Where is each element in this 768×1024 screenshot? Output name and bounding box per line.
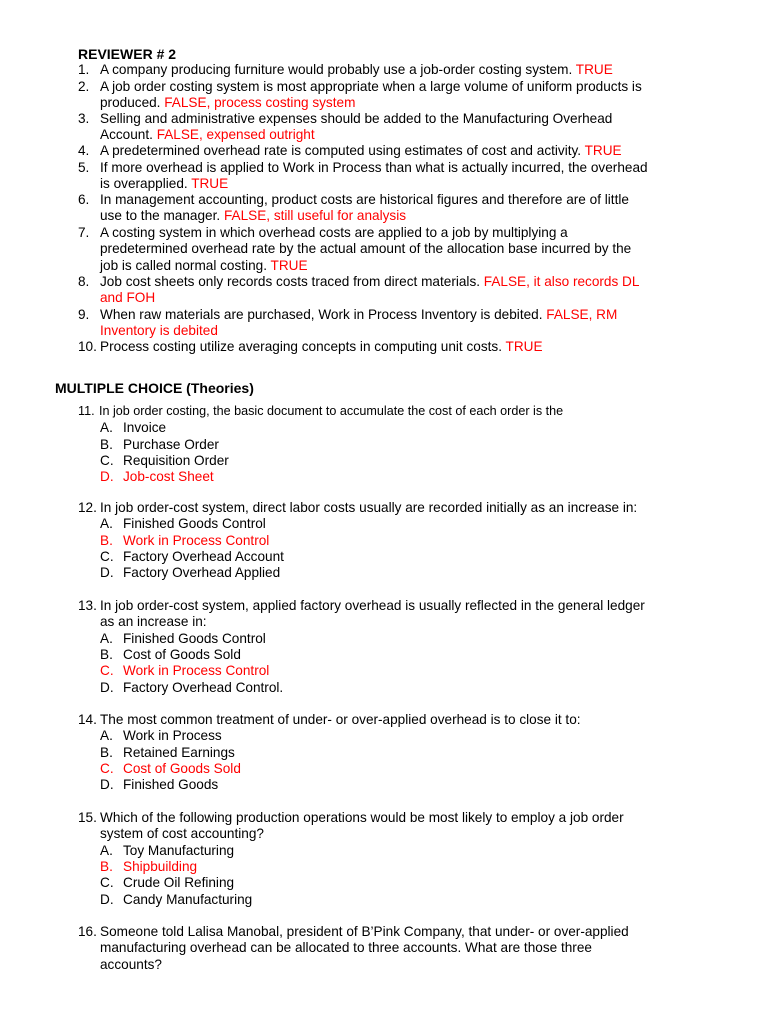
option-letter: A.	[100, 516, 113, 532]
option-letter: C.	[100, 875, 114, 891]
tf-answer: TRUE	[505, 339, 543, 354]
mc-option	[100, 728, 222, 744]
mc-question-line: In job order-cost system, direct labor costs usually are recorded initially as an increase in:	[100, 500, 638, 515]
option-text: Finished Goods	[123, 777, 219, 793]
mc-question-line: In job order costing, the basic document to accumulate the cost of each order is the	[99, 404, 564, 418]
tf-question-line: If more overhead is applied to Work in Process than what is actually incurred, the overhead	[100, 160, 648, 175]
reviewer-title: REVIEWER # 2	[78, 46, 177, 62]
option-text: Shipbuilding	[123, 858, 198, 874]
tf-answer: FALSE, RM	[546, 307, 618, 322]
option-text: Requisition Order	[123, 452, 229, 468]
mc-option	[100, 892, 252, 908]
tf-answer: TRUE	[191, 176, 229, 192]
mc-option	[100, 420, 166, 436]
tf-answer-continued: and FOH	[100, 290, 156, 306]
tf-answer: TRUE	[270, 257, 308, 273]
option-letter: C.	[100, 452, 114, 468]
tf-question-line: predetermined overhead rate by the actual amount of the allocation base incurred by the	[100, 241, 632, 257]
tf-answer: FALSE, process costing system	[164, 95, 356, 111]
tf-question-line: Selling and administrative expenses should be added to the Manufacturing Overhead	[100, 111, 613, 126]
option-text: Finished Goods Control	[123, 516, 266, 532]
mc-option-correct	[100, 761, 241, 777]
mc-question-line: Which of the following production operations would be most likely to employ a job order	[100, 810, 624, 825]
tf-item-text	[100, 274, 639, 290]
mc-option-correct	[100, 663, 269, 679]
mc-question-line: In job order-cost system, applied factory overhead is usually reflected in the general ledger	[100, 598, 645, 613]
tf-question-line: A predetermined overhead rate is computed using estimates of cost and activity.	[100, 143, 582, 158]
option-text: Cost of Goods Sold	[123, 760, 241, 776]
mc-option-correct	[100, 533, 269, 549]
option-text: Toy Manufacturing	[123, 842, 235, 858]
option-letter: D.	[100, 891, 114, 907]
option-text: Candy Manufacturing	[123, 891, 253, 907]
option-letter: D.	[100, 469, 114, 485]
option-text: Purchase Order	[123, 436, 219, 452]
mc-item-number: 16.	[78, 924, 97, 939]
mc-item-number: 15.	[78, 810, 97, 825]
mc-question-line: manufacturing overhead can be allocated to three accounts. What are those three	[100, 940, 592, 956]
tf-answer: TRUE	[584, 143, 622, 158]
tf-question-line: Process costing utilize averaging concepts in computing unit costs.	[100, 339, 502, 354]
tf-question-line: use to the manager.	[100, 208, 221, 224]
option-text: Finished Goods Control	[123, 630, 266, 646]
mc-option	[100, 680, 283, 696]
mc-item-number: 12.	[78, 500, 97, 515]
option-text: Job-cost Sheet	[123, 469, 214, 485]
tf-item-text	[100, 111, 612, 127]
mc-question-line: Someone told Lalisa Manobal, president of B’Pink Company, that under- or over-applied	[100, 924, 629, 939]
tf-item-text	[100, 62, 613, 78]
mc-option	[100, 875, 234, 891]
option-letter: B.	[100, 646, 113, 662]
tf-question-line: When raw materials are purchased, Work in Process Inventory is debited.	[100, 307, 543, 322]
mc-option	[100, 631, 266, 647]
tf-item-text	[100, 143, 622, 159]
option-letter: C.	[100, 663, 114, 679]
multiple-choice-title: MULTIPLE CHOICE (Theories)	[55, 380, 254, 396]
tf-question-line: A job order costing system is most appropriate when a large volume of uniform products is	[100, 79, 642, 94]
mc-option	[100, 516, 266, 532]
tf-item-text	[100, 258, 308, 274]
option-text: Invoice	[123, 420, 167, 436]
mc-option	[100, 745, 235, 761]
tf-item-text	[100, 160, 648, 176]
tf-item-text	[100, 176, 228, 192]
option-text: Cost of Goods Sold	[123, 646, 241, 662]
mc-option	[100, 453, 229, 469]
option-letter: B.	[100, 744, 113, 760]
tf-answer: FALSE, it also records DL	[483, 274, 640, 289]
option-letter: B.	[100, 858, 113, 874]
tf-question-line: A costing system in which overhead costs are applied to a job by multiplying a	[100, 225, 568, 240]
option-letter: C.	[100, 760, 114, 776]
option-letter: A.	[100, 842, 113, 858]
tf-question-line: is overapplied.	[100, 176, 188, 192]
tf-item-number: 5.	[78, 160, 90, 175]
tf-question-line: In management accounting, product costs are historical figures and therefore are of little	[100, 192, 629, 207]
option-text: Work in Process	[123, 728, 222, 744]
tf-question-line: Job cost sheets only records costs traced from direct materials.	[100, 274, 481, 289]
option-text: Work in Process Control	[123, 532, 270, 548]
tf-item-text	[100, 241, 631, 257]
option-text: Crude Oil Refining	[123, 875, 235, 891]
mc-question-line: accounts?	[100, 956, 162, 972]
option-text: Retained Earnings	[123, 744, 235, 760]
mc-option	[100, 777, 218, 793]
tf-item-number: 1.	[78, 62, 90, 77]
option-letter: B.	[100, 436, 113, 452]
tf-answer: FALSE, still useful for analysis	[223, 208, 407, 224]
tf-item-text	[100, 339, 543, 355]
option-letter: A.	[100, 728, 113, 744]
option-letter: D.	[100, 777, 114, 793]
tf-item-text	[100, 192, 629, 208]
option-letter: A.	[100, 420, 113, 436]
tf-item-number: 10.	[78, 339, 97, 354]
mc-item-number: 11.	[78, 404, 95, 418]
tf-item-text	[100, 307, 617, 323]
tf-item-text	[100, 95, 355, 111]
tf-question-line: produced.	[100, 95, 161, 111]
mc-question-line: as an increase in:	[100, 614, 207, 630]
tf-item-text	[100, 127, 315, 143]
option-letter: B.	[100, 532, 113, 548]
option-text: Work in Process Control	[123, 663, 270, 679]
tf-question-line: job is called normal costing.	[100, 257, 267, 273]
tf-item-text	[100, 79, 642, 95]
tf-item-text	[100, 208, 406, 224]
mc-option	[100, 843, 234, 859]
tf-answer-continued: Inventory is debited	[100, 323, 218, 339]
mc-option	[100, 437, 219, 453]
mc-question-line: The most common treatment of under- or over-applied overhead is to close it to:	[100, 712, 581, 727]
mc-item-number: 14.	[78, 712, 97, 727]
option-letter: C.	[100, 548, 114, 564]
tf-item-number: 4.	[78, 143, 90, 158]
mc-option	[100, 647, 241, 663]
mc-option	[100, 549, 284, 565]
option-letter: A.	[100, 630, 113, 646]
tf-item-number: 2.	[78, 79, 90, 94]
tf-question-line: A company producing furniture would probably use a job-order costing system.	[100, 62, 573, 77]
tf-item-number: 6.	[78, 192, 90, 207]
option-letter: D.	[100, 679, 114, 695]
tf-item-number: 7.	[78, 225, 90, 240]
option-letter: D.	[100, 565, 114, 581]
mc-question-line: system of cost accounting?	[100, 826, 264, 842]
tf-answer: FALSE, expensed outright	[156, 127, 315, 143]
mc-option	[100, 565, 280, 581]
option-text: Factory Overhead Account	[123, 548, 284, 564]
option-text: Factory Overhead Control.	[123, 679, 284, 695]
tf-question-line: Account.	[100, 127, 153, 143]
tf-item-number: 3.	[78, 111, 90, 126]
option-text: Factory Overhead Applied	[123, 565, 281, 581]
tf-item-number: 9.	[78, 307, 90, 322]
tf-item-text	[100, 225, 568, 241]
mc-item-number: 13.	[78, 598, 97, 613]
mc-option-correct	[100, 469, 214, 485]
mc-option-correct	[100, 859, 197, 875]
tf-item-number: 8.	[78, 274, 90, 289]
tf-answer: TRUE	[575, 62, 613, 77]
